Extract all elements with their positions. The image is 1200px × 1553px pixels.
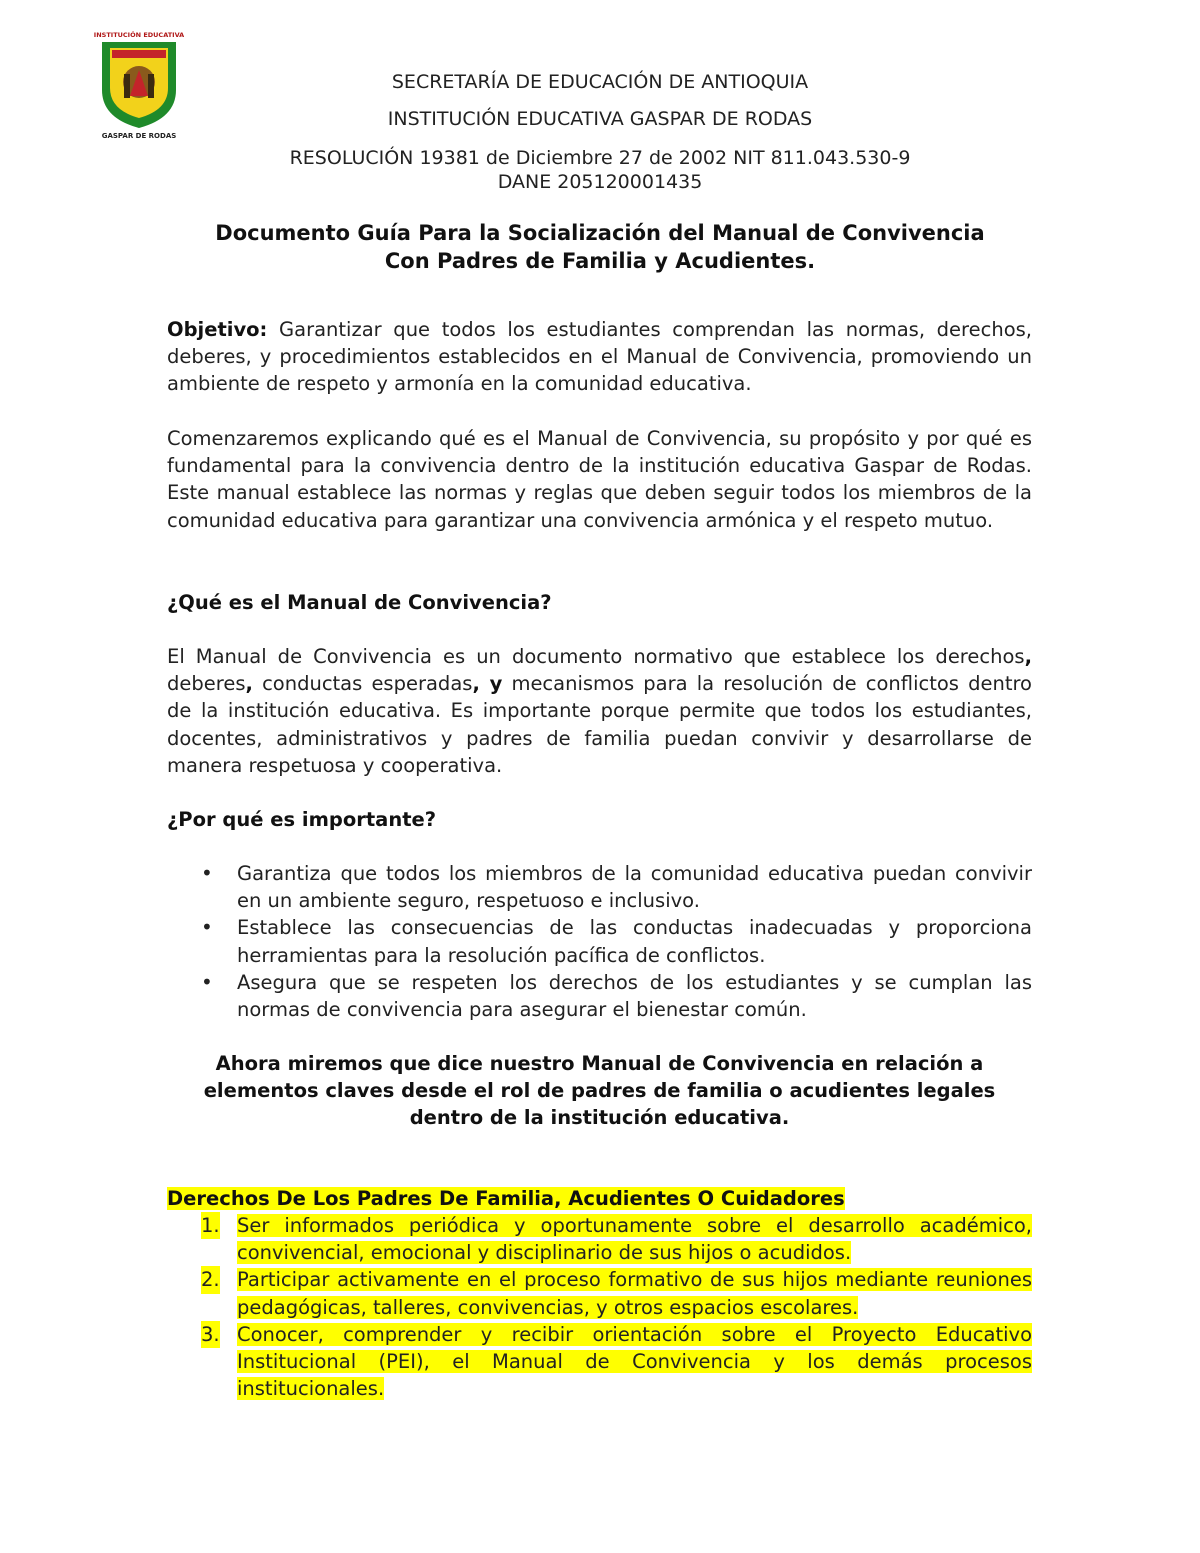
header-secretaria: SECRETARÍA DE EDUCACIÓN DE ANTIOQUIA xyxy=(391,71,809,93)
rights-item-number: 2. xyxy=(201,1266,220,1293)
logo-top-text: INSTITUCIÓN EDUCATIVA xyxy=(94,31,184,39)
bullet-text: Establece las consecuencias de las conductas inadecuadas y proporciona herramientas para la resolución pacífica de conflictos. xyxy=(237,916,1032,967)
manual-text-d: mecanismos para la resolución de conflictos dentro de la institución educativa. Es importante porque permite que todos los estudiantes, docentes, administrativos y padres de familia puedan convivir y desarrollarse de manera respetuosa y cooperativa. xyxy=(167,672,1032,777)
rights-item-number: 1. xyxy=(201,1212,220,1239)
objective-text: Garantizar que todos los estudiantes comprendan las normas, derechos, deberes, y procedimientos establecidos en el Manual de Convivencia, promoviendo un ambiente de respeto y armonía en la comunidad educativa. xyxy=(167,318,1032,396)
manual-text-b: deberes xyxy=(167,672,246,696)
rights-item-text: Conocer, comprender y recibir orientación sobre el Proyecto Educativo Institucional (PEI), el Manual de Convivencia y los demás procesos institucionales. xyxy=(237,1322,1032,1401)
bullet-text: Garantiza que todos los miembros de la comunidad educativa puedan convivir en un ambiente seguro, respetuoso e inclusivo. xyxy=(237,862,1032,913)
document-title-line1: Documento Guía Para la Socialización del Manual de Convivencia xyxy=(215,221,985,245)
section-heading-why-important: ¿Por qué es importante? xyxy=(167,808,437,831)
rights-heading-text: Derechos De Los Padres De Familia, Acudientes O Cuidadores xyxy=(167,1187,845,1210)
crest-banner xyxy=(112,50,166,58)
manual-sep-3: , y xyxy=(472,672,503,696)
section-heading-what-is: ¿Qué es el Manual de Convivencia? xyxy=(167,591,552,614)
manual-definition-paragraph xyxy=(167,643,1032,779)
importance-bullet-list xyxy=(167,860,1032,1023)
list-item xyxy=(167,1266,1032,1320)
list-item xyxy=(167,914,1032,968)
rights-item-number: 3. xyxy=(201,1321,220,1348)
logo-bottom-text: GASPAR DE RODAS xyxy=(101,132,177,140)
bullet-icon: • xyxy=(201,915,213,940)
manual-text-a: El Manual de Convivencia es un documento normativo que establece los derechos xyxy=(167,645,1025,668)
manual-sep-2: , xyxy=(245,672,253,696)
bullet-icon: • xyxy=(201,969,213,994)
objective-label: Objetivo: xyxy=(167,318,268,341)
manual-text-c: conductas esperadas xyxy=(252,672,473,696)
document-title xyxy=(0,219,1200,275)
objective-paragraph xyxy=(167,316,1032,398)
header-institucion: INSTITUCIÓN EDUCATIVA GASPAR DE RODAS xyxy=(387,108,813,130)
list-item xyxy=(167,969,1032,1023)
intro-paragraph: Comenzaremos explicando qué es el Manual de Convivencia, su propósito y por qué es fundamental para la convivencia dentro de la institución educativa Gaspar de Rodas. Este manual establece las normas y reglas que deben seguir todos los miembros de la comunidad educativa para garantizar una convivencia armónica y el respeto mutuo. xyxy=(167,427,1032,532)
list-item xyxy=(167,860,1032,914)
manual-sep-1: , xyxy=(1024,645,1032,668)
closing-statement: Ahora miremos que dice nuestro Manual de Convivencia en relación a elementos claves desde el rol de padres de familia o acudientes legales dentro de la institución educativa. xyxy=(203,1052,996,1130)
bullet-text: Asegura que se respeten los derechos de los estudiantes y se cumplan las normas de convivencia para asegurar el bienestar común. xyxy=(237,970,1032,1022)
bullet-icon: • xyxy=(201,861,213,885)
rights-heading xyxy=(167,1185,845,1212)
rights-item-text: Participar activamente en el proceso formativo de sus hijos mediante reuniones pedagógicas, talleres, convivencias, y otros espacios escolares. xyxy=(237,1268,1032,1319)
list-item xyxy=(167,1321,1032,1403)
header-resolucion: RESOLUCIÓN 19381 de Diciembre 27 de 2002 NIT 811.043.530-9 xyxy=(289,147,911,169)
list-item xyxy=(167,1212,1032,1266)
rights-item-text: Ser informados periódica y oportunamente sobre el desarrollo académico, convivencial, emocional y disciplinario de sus hijos o acudidos. xyxy=(237,1214,1032,1265)
document-title-line2: Con Padres de Familia y Acudientes. xyxy=(384,249,816,273)
rights-list xyxy=(167,1212,1032,1402)
header-dane: DANE 205120001435 xyxy=(497,171,703,193)
